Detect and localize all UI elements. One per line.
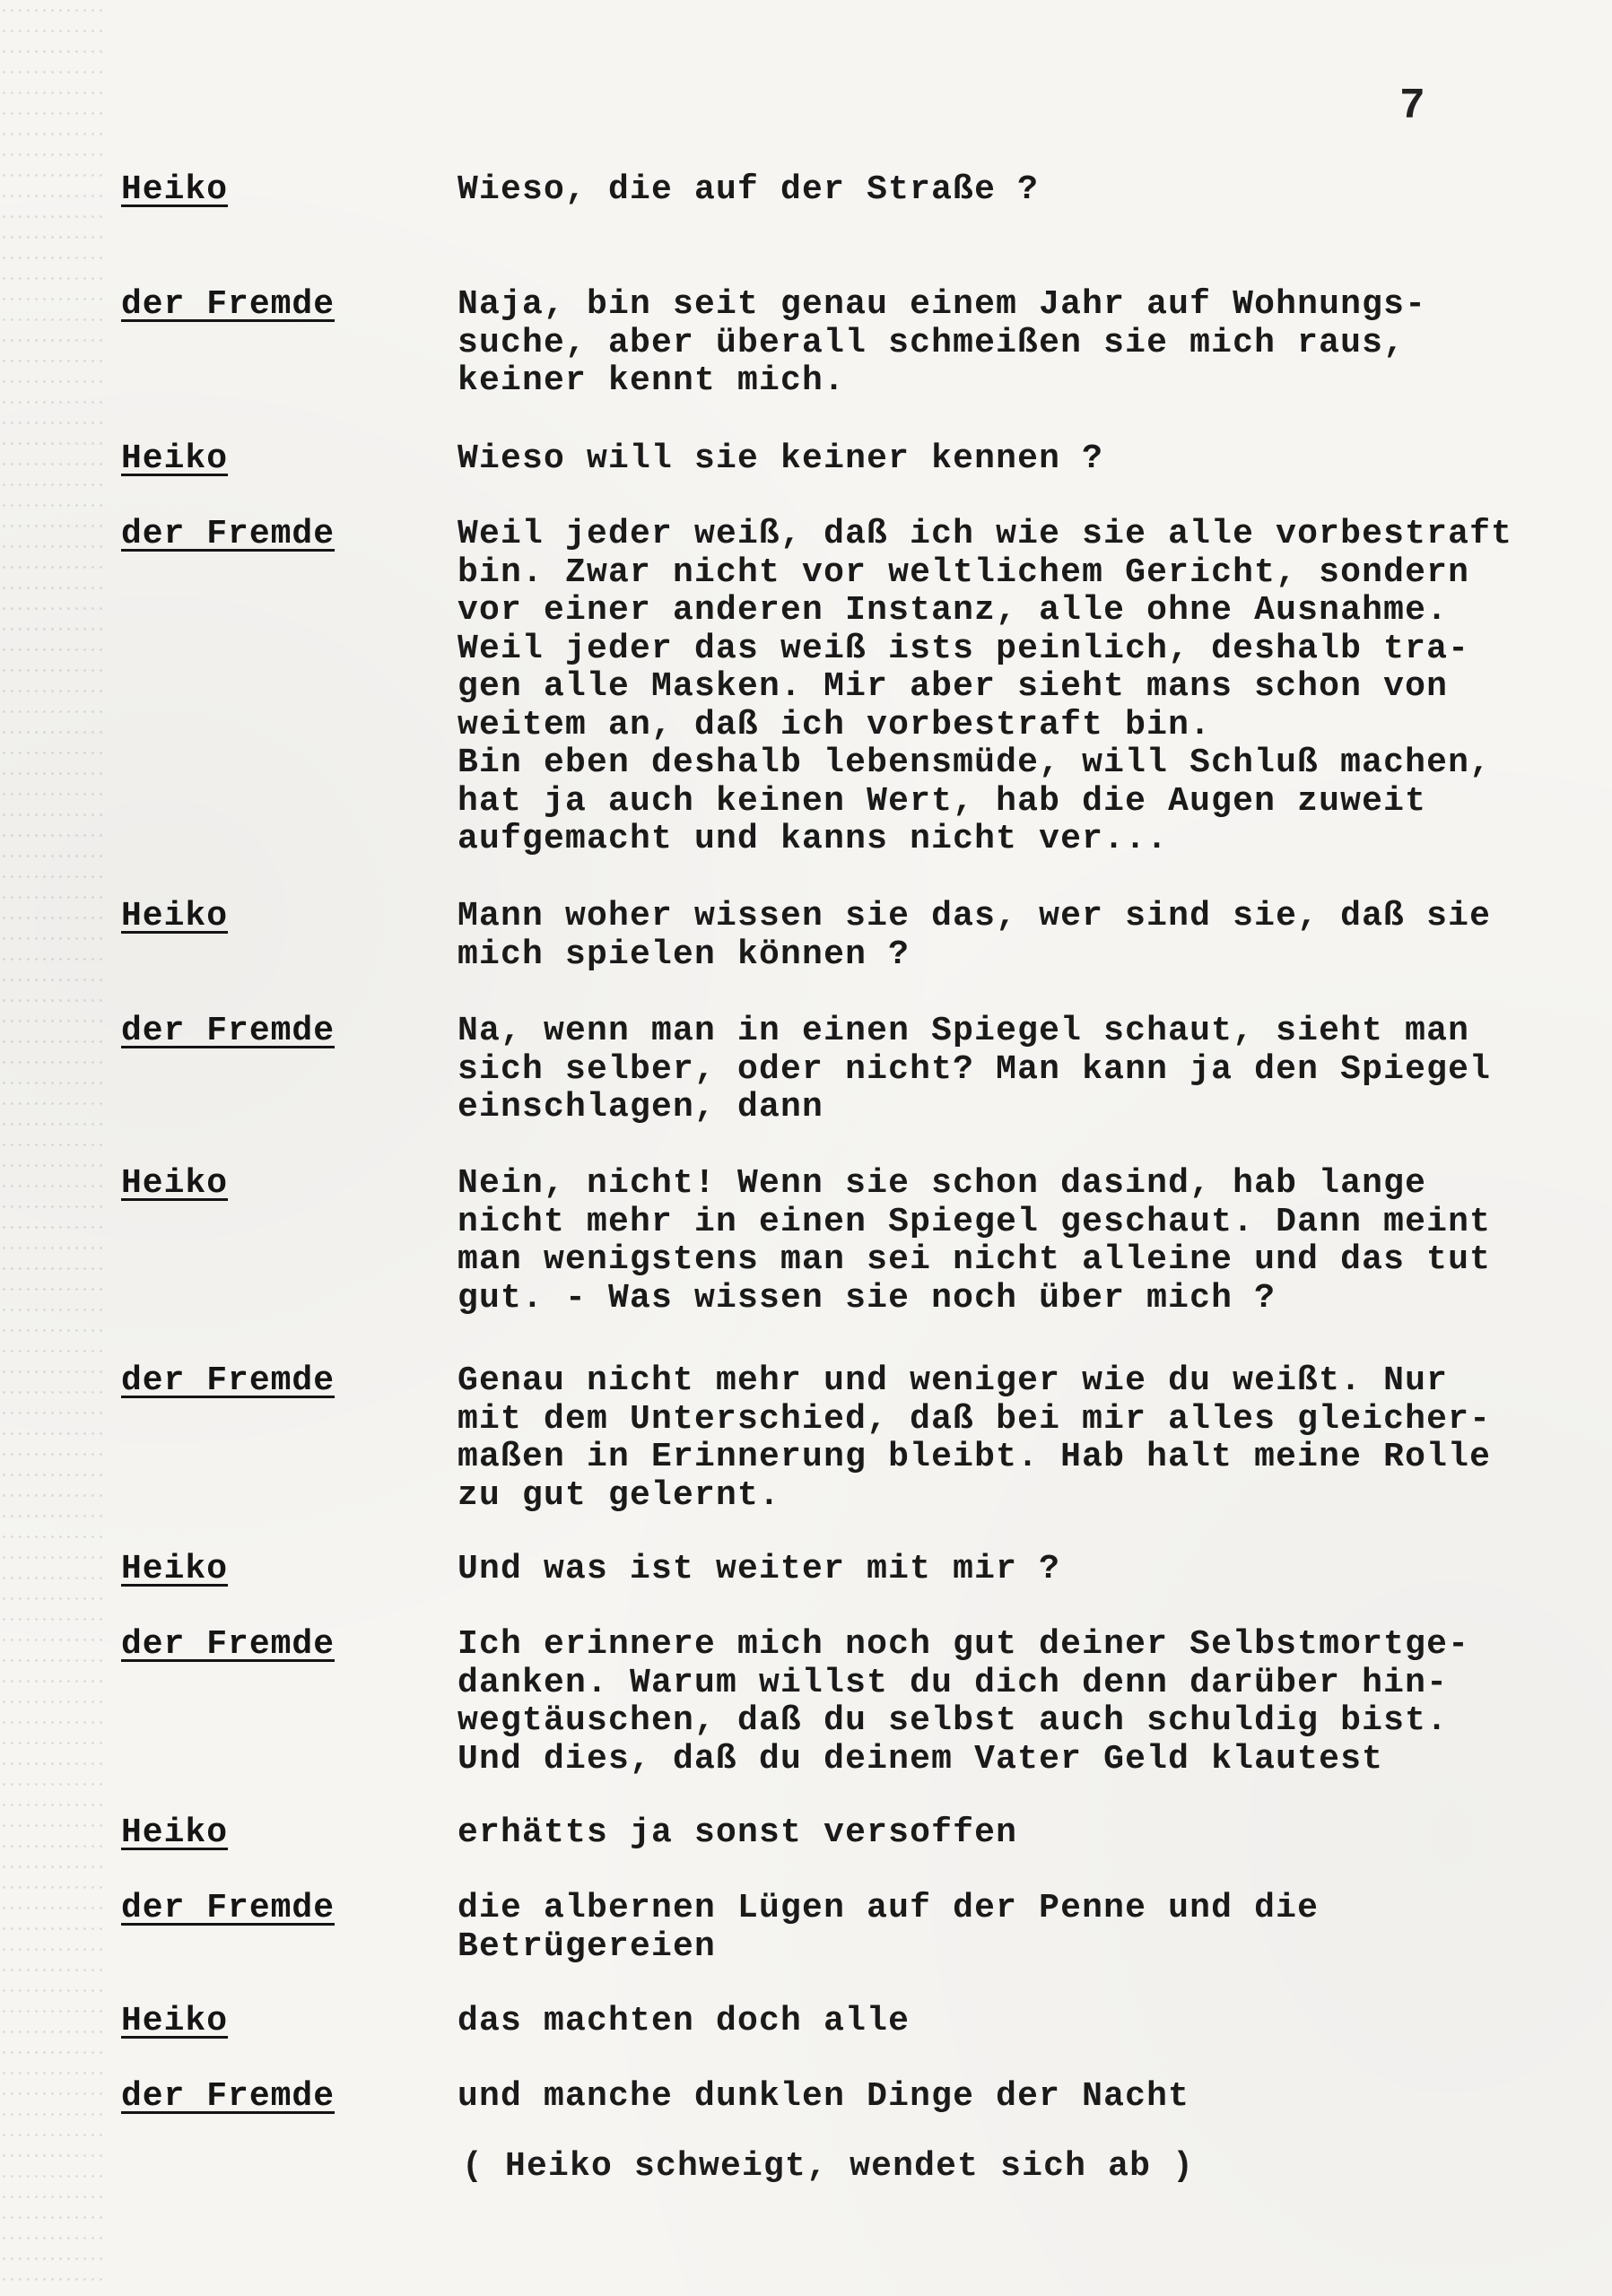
dialogue-line: Und dies, daß du deinem Vater Geld klautest (457, 1739, 1384, 1779)
speaker-name: Heiko (121, 2002, 229, 2040)
dialogue-line: man wenigstens man sei nicht alleine und das tut (457, 1240, 1492, 1279)
dialogue-line: nicht mehr in einen Spiegel geschaut. Dann meint (457, 1202, 1492, 1241)
dialogue-line: Naja, bin seit genau einem Jahr auf Wohnungs- (457, 285, 1427, 324)
speaker-name: Heiko (121, 170, 229, 209)
dialogue-line: weitem an, daß ich vorbestraft bin. (457, 705, 1212, 744)
dialogue-line: einschlagen, dann (457, 1088, 824, 1126)
dialogue-line: wegtäuschen, daß du selbst auch schuldig bist. (457, 1701, 1449, 1740)
dialogue-line: Ich erinnere mich noch gut deiner Selbstmortge- (457, 1625, 1470, 1664)
binder-hole-marks (0, 0, 108, 2296)
dialogue-line: aufgemacht und kanns nicht ver... (457, 820, 1169, 858)
speaker-name: der Fremde (121, 285, 335, 324)
dialogue-line: suche, aber überall schmeißen sie mich raus, (457, 323, 1406, 362)
dialogue-line: hat ja auch keinen Wert, hab die Augen zuweit (457, 781, 1427, 821)
dialogue-line: Wieso will sie keiner kennen ? (457, 439, 1104, 478)
speaker-name: der Fremde (121, 515, 335, 553)
dialogue-line: gen alle Masken. Mir aber sieht mans schon von (457, 667, 1449, 706)
dialogue-line: Bin eben deshalb lebensmüde, will Schluß machen, (457, 744, 1492, 782)
speaker-name: Heiko (121, 1550, 229, 1588)
speaker-name: der Fremde (121, 1625, 335, 1664)
speaker-name: der Fremde (121, 1889, 335, 1927)
dialogue-line: Betrügereien (457, 1926, 717, 1966)
dialogue-line: gut. - Was wissen sie noch über mich ? (457, 1278, 1277, 1318)
dialogue-line: und manche dunklen Dinge der Nacht (457, 2077, 1190, 2116)
speaker-name: Heiko (121, 1813, 229, 1852)
speaker-name: der Fremde (121, 1361, 335, 1400)
dialogue-line: vor einer anderen Instanz, alle ohne Ausnahme. (457, 591, 1449, 630)
dialogue-line: zu gut gelernt. (457, 1475, 781, 1515)
dialogue-line: Weil jeder das weiß ists peinlich, deshalb tra- (457, 629, 1470, 668)
speaker-name: Heiko (121, 1164, 229, 1203)
dialogue-line: Mann woher wissen sie das, wer sind sie, daß sie (457, 897, 1492, 935)
dialogue-line: bin. Zwar nicht vor weltlichem Gericht, sondern (457, 552, 1470, 592)
dialogue-line: mich spielen können ? (457, 935, 911, 974)
dialogue-line: sich selber, oder nicht? Man kann ja den Spiegel (457, 1049, 1492, 1089)
stage-direction: ( Heiko schweigt, wendet sich ab ) (462, 2147, 1195, 2186)
speaker-name: Heiko (121, 897, 229, 935)
speaker-name: der Fremde (121, 2077, 335, 2116)
speaker-name: der Fremde (121, 1012, 335, 1050)
dialogue-line: keiner kennt mich. (457, 361, 846, 400)
dialogue-line: die albernen Lügen auf der Penne und die (457, 1889, 1320, 1927)
dialogue-line: Weil jeder weiß, daß ich wie sie alle vorbestraft (457, 515, 1513, 553)
dialogue-line: das machten doch alle (457, 2002, 911, 2040)
dialogue-line: Na, wenn man in einen Spiegel schaut, sieht man (457, 1012, 1470, 1050)
dialogue-line: Und was ist weiter mit mir ? (457, 1550, 1061, 1588)
dialogue-line: Wieso, die auf der Straße ? (457, 170, 1040, 209)
dialogue-line: erhätts ja sonst versoffen (457, 1813, 1018, 1852)
page-number: 7 (1399, 83, 1425, 131)
speaker-name: Heiko (121, 439, 229, 478)
dialogue-line: mit dem Unterschied, daß bei mir alles gleicher- (457, 1399, 1492, 1439)
dialogue-line: danken. Warum willst du dich denn darüber hin- (457, 1663, 1449, 1702)
dialogue-line: maßen in Erinnerung bleibt. Hab halt meine Rolle (457, 1438, 1492, 1476)
dialogue-line: Nein, nicht! Wenn sie schon dasind, hab lange (457, 1164, 1427, 1203)
dialogue-line: Genau nicht mehr und weniger wie du weißt. Nur (457, 1361, 1449, 1400)
